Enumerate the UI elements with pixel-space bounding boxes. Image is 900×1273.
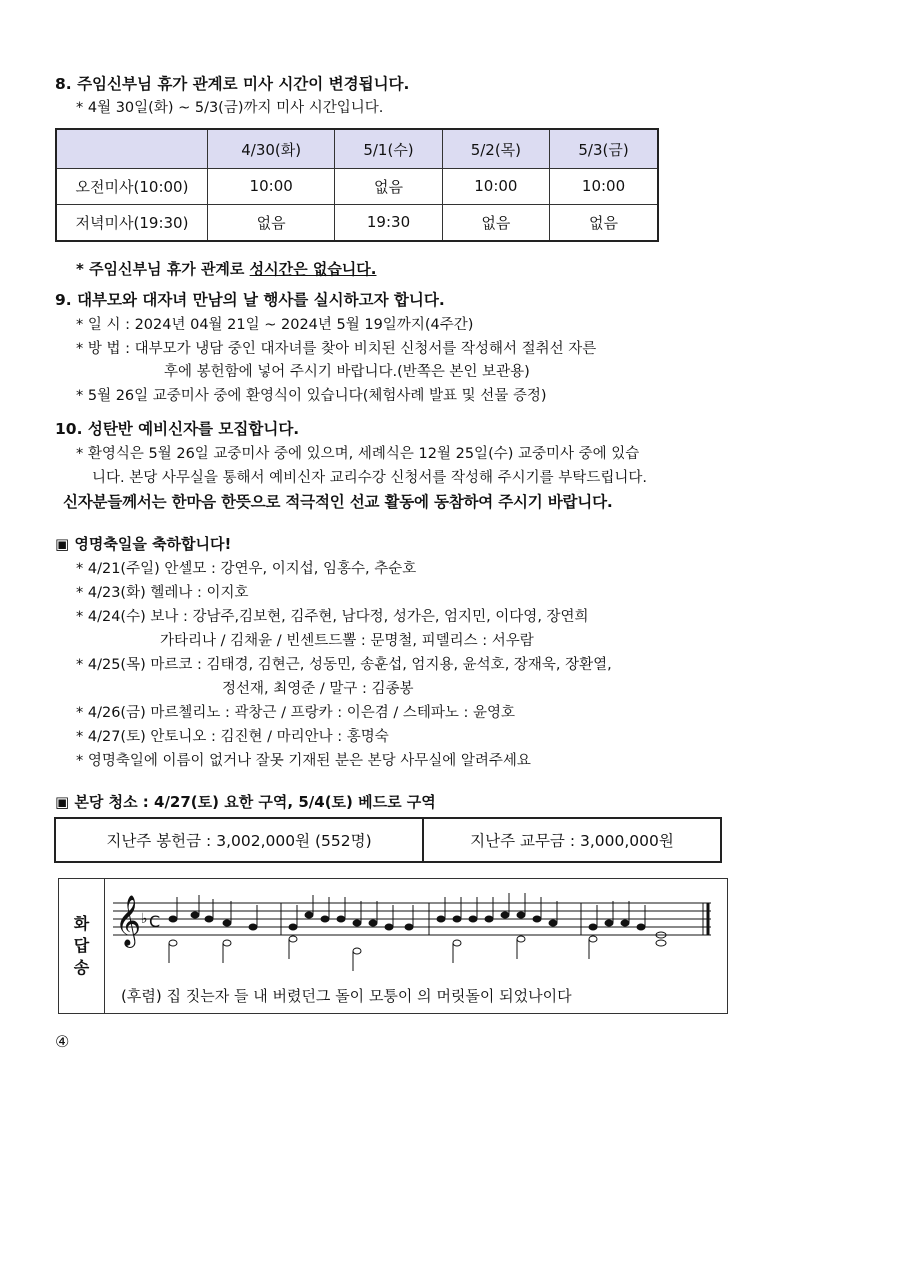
section-8-notice-underlined: 성시간은 없습니다. [249,260,377,278]
section-9-date: * 일 시 : 2024년 04월 21일 ~ 2024년 5월 19일까지(4주간) [76,317,474,333]
feast-line: * 4/24(수) 보나 : 강남주,김보현, 김주현, 남다정, 성가은, 엄지민, 이다영, 장연희 [76,609,589,625]
feast-title: ▣ 영명축일을 축하합니다! [55,535,232,553]
table-cell: 오전미사(10:00) [56,169,208,205]
dues-amount: 지난주 교무금 : 3,000,000원 [470,832,674,850]
table-cell: 19:30 [335,204,442,241]
table-row [56,169,658,205]
cleaning-notice: ▣ 본당 청소 : 4/27(토) 요한 구역, 5/4(토) 베드로 구역 [55,793,436,811]
section-10-line-2: 니다. 본당 사무실을 통해서 예비신자 교리수강 신청서를 작성해 주시기를 부탁드립니다. [92,470,647,486]
feast-line: 가타리나 / 김채윤 / 빈센트드뽈 : 문명철, 피델리스 : 서우람 [160,633,534,649]
psalm-label-char: 화 [73,914,90,933]
table-cell: 없음 [550,204,658,241]
section-8-notice [76,258,376,279]
mass-schedule-table [55,128,659,242]
section-8-note: * 4월 30일(화) ~ 5/3(금)까지 미사 시간입니다. [76,100,384,116]
section-9-welcome: * 5월 26일 교중미사 중에 환영식이 있습니다(체험사례 발표 및 선물 증정) [76,388,547,404]
table-cell: 없음 [442,204,549,241]
psalm-label-char: 송 [73,958,90,977]
table-cell: 저녁미사(19:30) [56,204,208,241]
melody-notes [169,893,666,938]
offering-box [54,817,722,863]
section-10-emphasis: 신자분들께서는 한마음 한뜻으로 적극적인 선교 활동에 동참하여 주시기 바랍니다. [63,493,613,511]
offering-amount: 지난주 봉헌금 : 3,002,000원 (552명) [56,819,424,861]
table-cell: 10:00 [550,169,658,205]
section-8-notice-prefix: * 주임신부님 휴가 관계로 [76,260,250,278]
section-9-method-2: 후에 봉헌함에 넣어 주시기 바랍니다.(반쪽은 본인 보관용) [164,364,530,380]
table-header-cell: 5/2(목) [442,129,549,169]
table-row [56,204,658,241]
table-header-cell: 5/1(수) [335,129,442,169]
music-staff [111,889,723,981]
table-header-cell [56,129,208,169]
feast-line: 정선재, 최영준 / 말구 : 김종봉 [222,681,414,697]
feast-line: * 4/27(토) 안토니오 : 김진현 / 마리안나 : 홍명숙 [76,729,389,745]
flat-icon: ♭ [141,911,148,927]
feast-line: * 4/21(주일) 안셀모 : 강연우, 이지섭, 임홍수, 추순호 [76,561,417,577]
psalm-label [59,879,105,1013]
table-cell: 없음 [335,169,442,205]
table-cell: 10:00 [208,169,335,205]
table-cell: 없음 [208,204,335,241]
common-time-icon: C [149,912,161,931]
treble-clef-icon: 𝄞 [115,895,142,946]
table-header-cell: 5/3(금) [550,129,658,169]
section-10-line-1: * 환영식은 5월 26일 교중미사 중에 있으며, 세례식은 12월 25일(수) 교중미사 중에 있습 [76,446,640,462]
page-number: ④ [55,1032,70,1051]
section-8-title: 8. 주임신부님 휴가 관계로 미사 시간이 변경됩니다. [55,75,410,93]
feast-line: * 4/23(화) 헬레나 : 이지호 [76,585,249,601]
table-cell: 10:00 [442,169,549,205]
psalm-lyrics: (후렴) 집 짓는자 들 내 버렸던그 돌이 모퉁이 의 머릿돌이 되었나이다 [121,987,572,1005]
psalm-label-char: 답 [73,936,90,955]
table-header-cell: 4/30(화) [208,129,335,169]
table-header-row [56,129,658,169]
bass-notes [169,936,666,971]
section-9-title: 9. 대부모와 대자녀 만남의 날 행사를 실시하고자 합니다. [55,291,445,309]
section-9-method-1: * 방 법 : 대부모가 냉담 중인 대자녀를 찾아 비치된 신청서를 작성해서 절취선 자른 [76,341,597,357]
section-10-title: 10. 성탄반 예비신자를 모집합니다. [55,420,300,438]
feast-line: * 영명축일에 이름이 없거나 잘못 기재된 분은 본당 사무실에 알려주세요 [76,753,531,769]
responsorial-psalm [58,878,728,1014]
feast-line: * 4/26(금) 마르첼리노 : 곽창근 / 프랑카 : 이은겸 / 스테파노 : 윤영호 [76,705,516,721]
feast-line: * 4/25(목) 마르코 : 김태경, 김현근, 성동민, 송훈섭, 엄지용, 윤석호, 장재욱, 장환열, [76,657,612,673]
